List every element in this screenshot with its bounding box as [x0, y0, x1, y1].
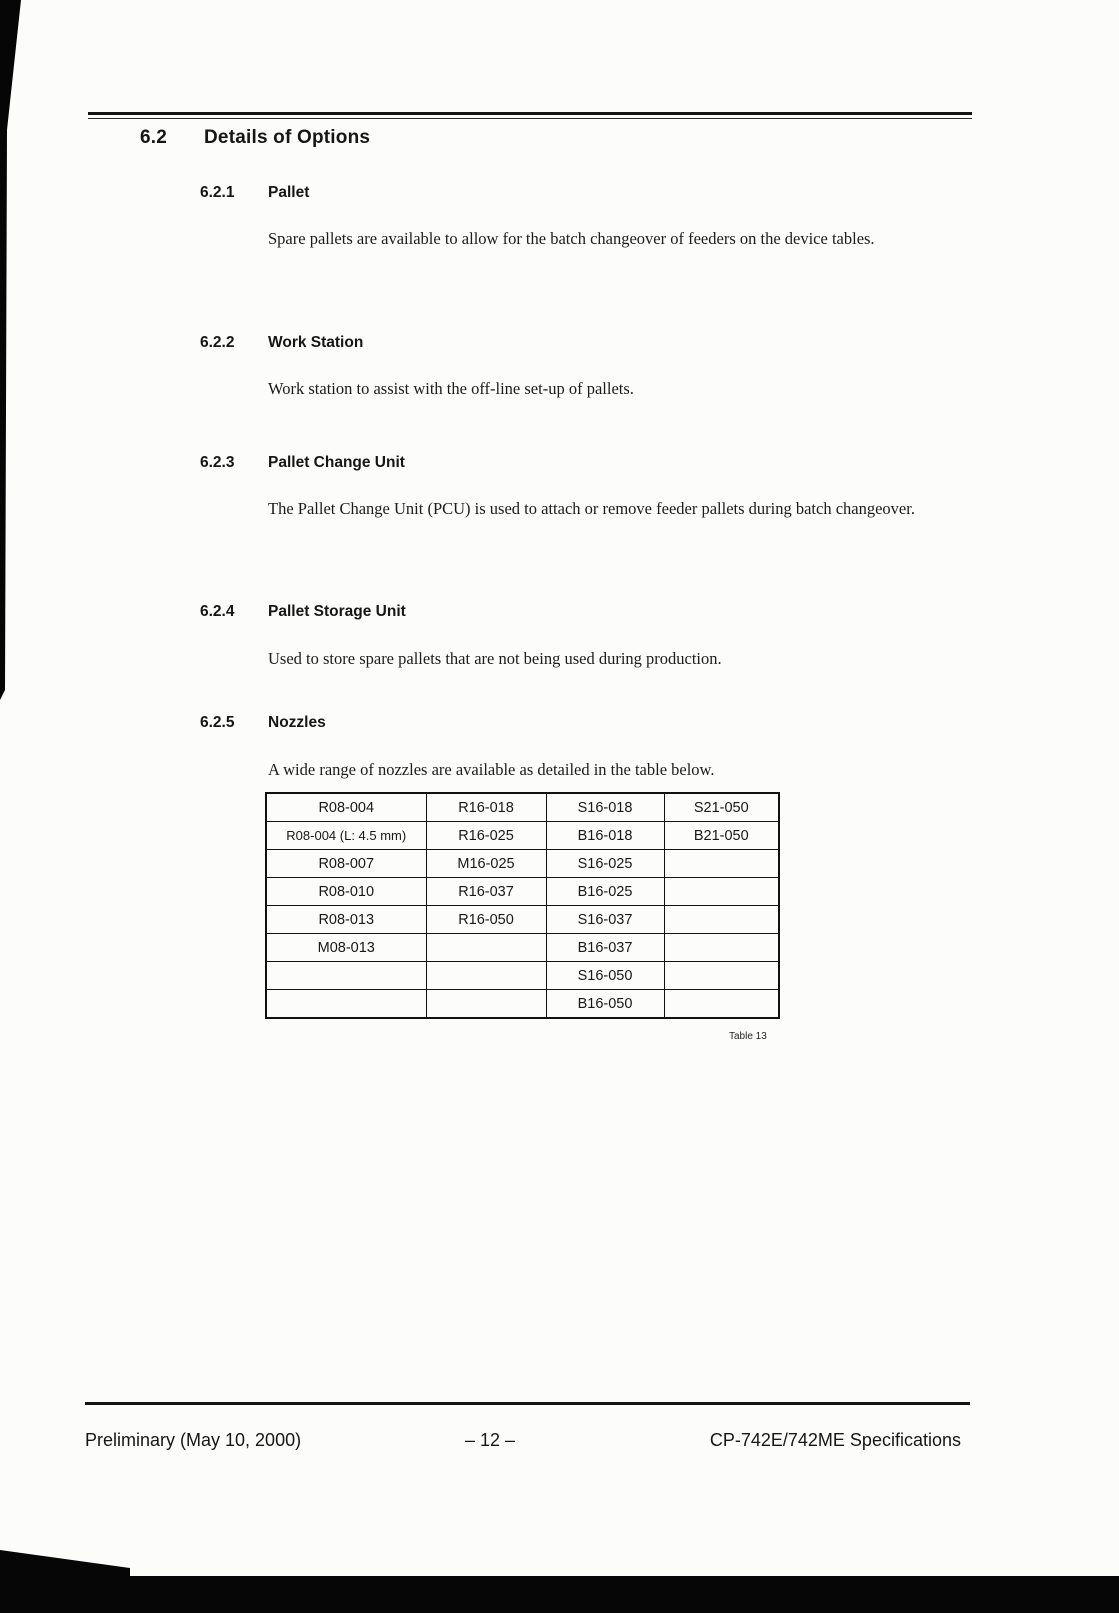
- table-cell: R08-013: [266, 906, 426, 934]
- subsection-heading-pallet-storage-unit: [200, 603, 406, 621]
- table-row: [266, 934, 779, 962]
- table-row: [266, 850, 779, 878]
- table-cell: B16-050: [546, 990, 664, 1019]
- subsection-number: 6.2.5: [200, 714, 235, 731]
- table-cell: R16-037: [426, 878, 546, 906]
- subsection-body-pallet-storage-unit: Used to store spare pallets that are not being used during production.: [268, 649, 722, 668]
- footer-document-title: CP-742E/742ME Specifications: [709, 1430, 961, 1450]
- table-cell: B16-025: [546, 878, 664, 906]
- footer-page-number: – 12 –: [465, 1430, 516, 1450]
- subsection-heading-pallet-change-unit: [200, 454, 405, 472]
- table-cell: [664, 934, 779, 962]
- table-cell: R08-007: [266, 850, 426, 878]
- table-cell: [266, 990, 426, 1019]
- subsection-number: 6.2.3: [200, 454, 235, 471]
- subsection-title: Pallet Storage Unit: [268, 603, 406, 620]
- subsection-body-pallet: Spare pallets are available to allow for the batch changeover of feeders on the device tables.: [268, 229, 875, 248]
- table-cell: [664, 906, 779, 934]
- subsection-heading-pallet: [200, 184, 309, 202]
- section-number: 6.2: [140, 127, 168, 148]
- section-title: Details of Options: [204, 127, 371, 148]
- table-cell: [426, 934, 546, 962]
- scan-artifact-left-edge: [0, 0, 24, 700]
- table-cell: S16-018: [546, 793, 664, 822]
- footer-preliminary-date: Preliminary (May 10, 2000): [85, 1430, 302, 1450]
- table-cell: R08-010: [266, 878, 426, 906]
- subsection-title: Pallet Change Unit: [268, 454, 405, 471]
- table-cell: B16-037: [546, 934, 664, 962]
- table-row: [266, 990, 779, 1019]
- subsection-title: Work Station: [268, 334, 364, 351]
- subsection-number: 6.2.2: [200, 334, 235, 351]
- table-cell: B21-050: [664, 822, 779, 850]
- subsection-body-nozzles: A wide range of nozzles are available as detailed in the table below.: [268, 760, 715, 779]
- table-row: [266, 906, 779, 934]
- table-row: [266, 793, 779, 822]
- table-cell: R16-050: [426, 906, 546, 934]
- table-cell: S21-050: [664, 793, 779, 822]
- table-cell: R08-004: [266, 793, 426, 822]
- subsection-heading-nozzles: [200, 714, 326, 732]
- subsection-number: 6.2.4: [200, 603, 235, 620]
- nozzle-table: [265, 792, 780, 1019]
- table-cell: [266, 962, 426, 990]
- table-cell: [664, 850, 779, 878]
- table-caption: Table 13: [729, 1031, 767, 1042]
- table-cell: [664, 990, 779, 1019]
- table-cell: S16-037: [546, 906, 664, 934]
- section-heading: [140, 127, 370, 149]
- table-cell: S16-050: [546, 962, 664, 990]
- table-cell: [426, 990, 546, 1019]
- table-cell: R08-004 (L: 4.5 mm): [266, 822, 426, 850]
- table-cell: B16-018: [546, 822, 664, 850]
- subsection-number: 6.2.1: [200, 184, 235, 201]
- subsection-title: Pallet: [268, 184, 310, 201]
- subsection-title: Nozzles: [268, 714, 326, 731]
- subsection-body-work-station: Work station to assist with the off-line set-up of pallets.: [268, 379, 634, 398]
- table-cell: [426, 962, 546, 990]
- table-cell: R16-018: [426, 793, 546, 822]
- table-cell: M16-025: [426, 850, 546, 878]
- header-rule-thin: [88, 118, 972, 119]
- table-cell: [664, 962, 779, 990]
- table-cell: S16-025: [546, 850, 664, 878]
- table-cell: R16-025: [426, 822, 546, 850]
- subsection-body-pallet-change-unit: The Pallet Change Unit (PCU) is used to attach or remove feeder pallets during batch changeover.: [268, 499, 915, 518]
- table-cell: [664, 878, 779, 906]
- scan-artifact-bottom-edge: [0, 1576, 1119, 1613]
- table-cell: M08-013: [266, 934, 426, 962]
- table-row: [266, 822, 779, 850]
- footer-rule: [85, 1402, 970, 1405]
- table-row: [266, 962, 779, 990]
- header-rule-thick: [88, 112, 972, 115]
- subsection-heading-work-station: [200, 334, 363, 352]
- table-row: [266, 878, 779, 906]
